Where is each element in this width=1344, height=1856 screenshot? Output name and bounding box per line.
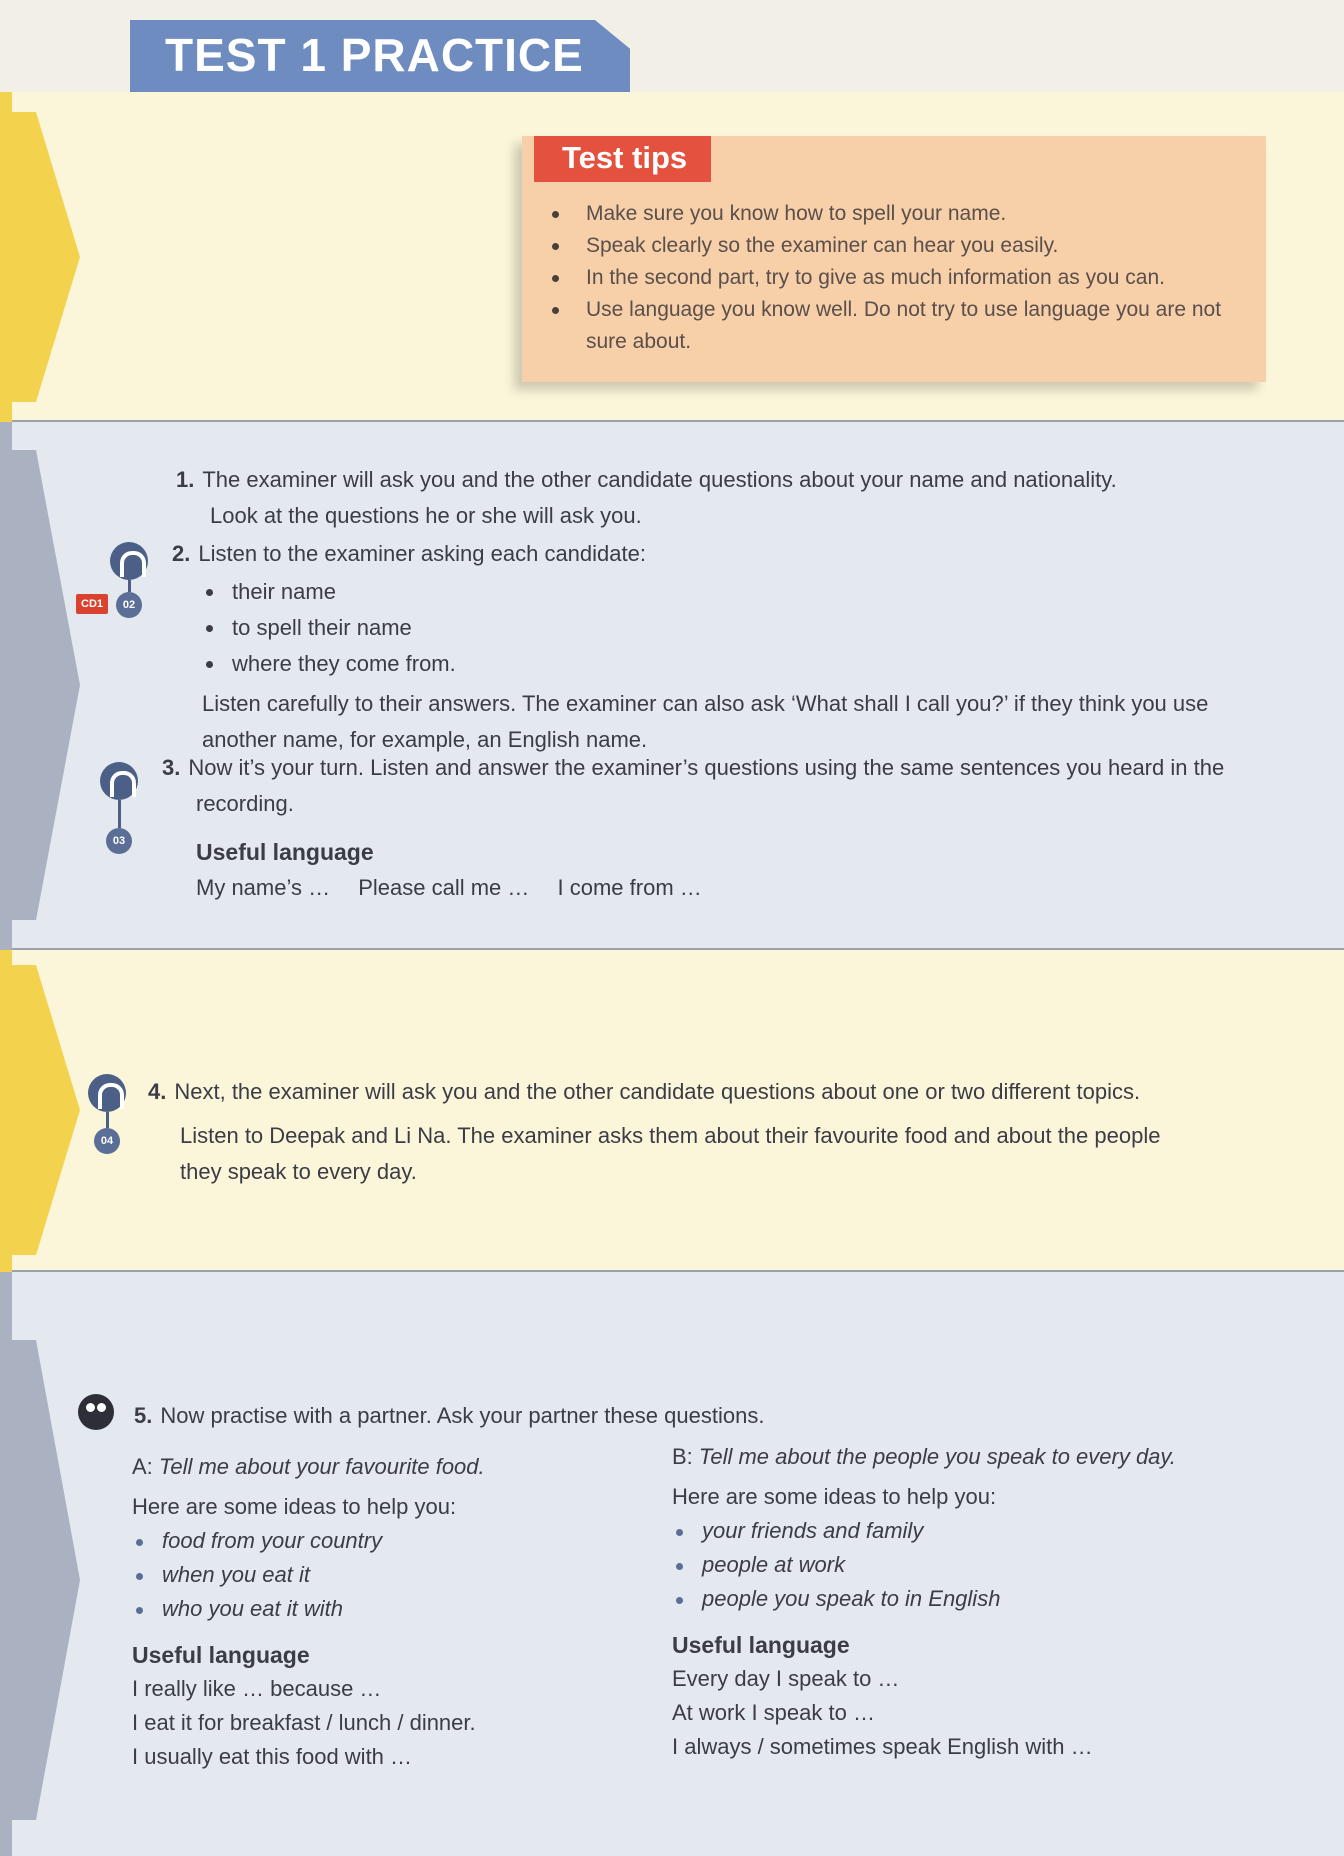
- q4-listen-text: Listen to Deepak and Li Na. The examiner asks them about their favourite food and about the people they speak to every day.: [180, 1123, 1161, 1184]
- list-item: food from your country: [132, 1524, 652, 1558]
- ideas-list-a: [132, 1524, 652, 1626]
- bullet-icon: [552, 243, 559, 250]
- track-connector: [128, 580, 131, 592]
- bullet-icon: [136, 1539, 143, 1546]
- cd-badge: CD1: [76, 594, 108, 614]
- bullet-icon: [206, 625, 213, 632]
- headphones-icon: [100, 762, 138, 800]
- list-item: who you eat it with: [132, 1592, 652, 1626]
- phrase: Every day I speak to …: [672, 1666, 900, 1691]
- question-5: [134, 1398, 1134, 1434]
- phrase: I usually eat this food with …: [132, 1744, 413, 1769]
- tip-item: Speak clearly so the examiner can hear you easily.: [552, 230, 1252, 262]
- phrase: Please call me …: [358, 875, 530, 900]
- page-title: TEST 1 PRACTICE: [165, 29, 584, 81]
- track-connector: [118, 800, 121, 828]
- headphones-icon: [88, 1074, 126, 1112]
- list-item: where they come from.: [202, 646, 1252, 682]
- track-connector: [106, 1112, 109, 1128]
- track-number-badge: 04: [94, 1128, 120, 1154]
- pair-work-icon: [78, 1394, 114, 1430]
- bullet-icon: [552, 307, 559, 314]
- list-item: people you speak to in English: [672, 1582, 1272, 1616]
- phrase: At work I speak to …: [672, 1700, 875, 1725]
- ideas-intro: Here are some ideas to help you:: [672, 1484, 997, 1509]
- q2-bullet-list: [202, 574, 1252, 682]
- q2-note: Listen carefully to their answers. The examiner can also ask ‘What shall I call you?’ if they think you use another name, for example, an English name.: [202, 691, 1209, 752]
- ideas-intro: Here are some ideas to help you:: [132, 1494, 457, 1519]
- question-text: Now practise with a partner. Ask your partner these questions.: [160, 1403, 765, 1428]
- phrase: I always / sometimes speak English with …: [672, 1734, 1093, 1759]
- bullet-icon: [676, 1563, 683, 1570]
- list-item: people at work: [672, 1548, 1272, 1582]
- question-b: B: Tell me about the people you speak to every day.: [672, 1444, 1176, 1469]
- test-tips-list: [552, 198, 1252, 358]
- track-number-badge: 02: [116, 592, 142, 618]
- list-item: to spell their name: [202, 610, 1252, 646]
- question-a: A: Tell me about your favourite food.: [132, 1454, 485, 1479]
- tip-item: In the second part, try to give as much information as you can.: [552, 262, 1252, 294]
- question-number: 2.: [172, 541, 191, 566]
- test-tips-box: [522, 136, 1266, 382]
- question-3: [162, 750, 1262, 906]
- bullet-icon: [206, 589, 213, 596]
- bullet-icon: [136, 1607, 143, 1614]
- tip-item: Make sure you know how to spell your name.: [552, 198, 1252, 230]
- bullet-icon: [676, 1597, 683, 1604]
- audio-track-03[interactable]: [100, 762, 144, 854]
- useful-phrases: [162, 870, 1262, 906]
- headphones-icon: [110, 542, 148, 580]
- column-a: [132, 1450, 652, 1774]
- question-4: [148, 1074, 1258, 1190]
- tip-item: Use language you know well. Do not try to use language you are not sure about.: [552, 294, 1252, 358]
- phrase: I eat it for breakfast / lunch / dinner.: [132, 1710, 476, 1735]
- question-text: Listen to the examiner asking each candidate:: [198, 541, 646, 566]
- question-number: 1.: [176, 467, 195, 492]
- audio-track-04[interactable]: [88, 1074, 132, 1154]
- useful-language-heading: Useful language: [196, 839, 374, 865]
- question-text: Now it’s your turn. Listen and answer the examiner’s questions using the same sentences you heard in the recording.: [188, 755, 1225, 816]
- question-text: The examiner will ask you and the other candidate questions about your name and nationality.: [202, 467, 1117, 492]
- bullet-icon: [552, 275, 559, 282]
- bullet-icon: [676, 1529, 683, 1536]
- question-number: 4.: [148, 1079, 167, 1104]
- question-text: Next, the examiner will ask you and the other candidate questions about one or two different topics.: [174, 1079, 1141, 1104]
- phrase: I really like … because …: [132, 1676, 382, 1701]
- phrase: My name’s …: [196, 875, 331, 900]
- question-text: Look at the questions he or she will ask you.: [210, 503, 642, 528]
- list-item: your friends and family: [672, 1514, 1272, 1548]
- useful-language-heading: Useful language: [672, 1632, 850, 1658]
- column-b: [672, 1440, 1272, 1764]
- bullet-icon: [206, 661, 213, 668]
- useful-language-heading: Useful language: [132, 1642, 310, 1668]
- audio-track-02[interactable]: [110, 542, 154, 618]
- question-1: [176, 462, 1226, 534]
- question-number: 5.: [134, 1403, 153, 1428]
- bullet-icon: [136, 1573, 143, 1580]
- track-number-badge: 03: [106, 828, 132, 854]
- ideas-list-b: [672, 1514, 1272, 1616]
- test-tips-title: Test tips: [534, 136, 711, 182]
- list-item: their name: [202, 574, 1252, 610]
- question-number: 3.: [162, 755, 181, 780]
- phrase: I come from …: [557, 875, 702, 900]
- bullet-icon: [552, 211, 559, 218]
- question-2: [172, 536, 1252, 758]
- list-item: when you eat it: [132, 1558, 652, 1592]
